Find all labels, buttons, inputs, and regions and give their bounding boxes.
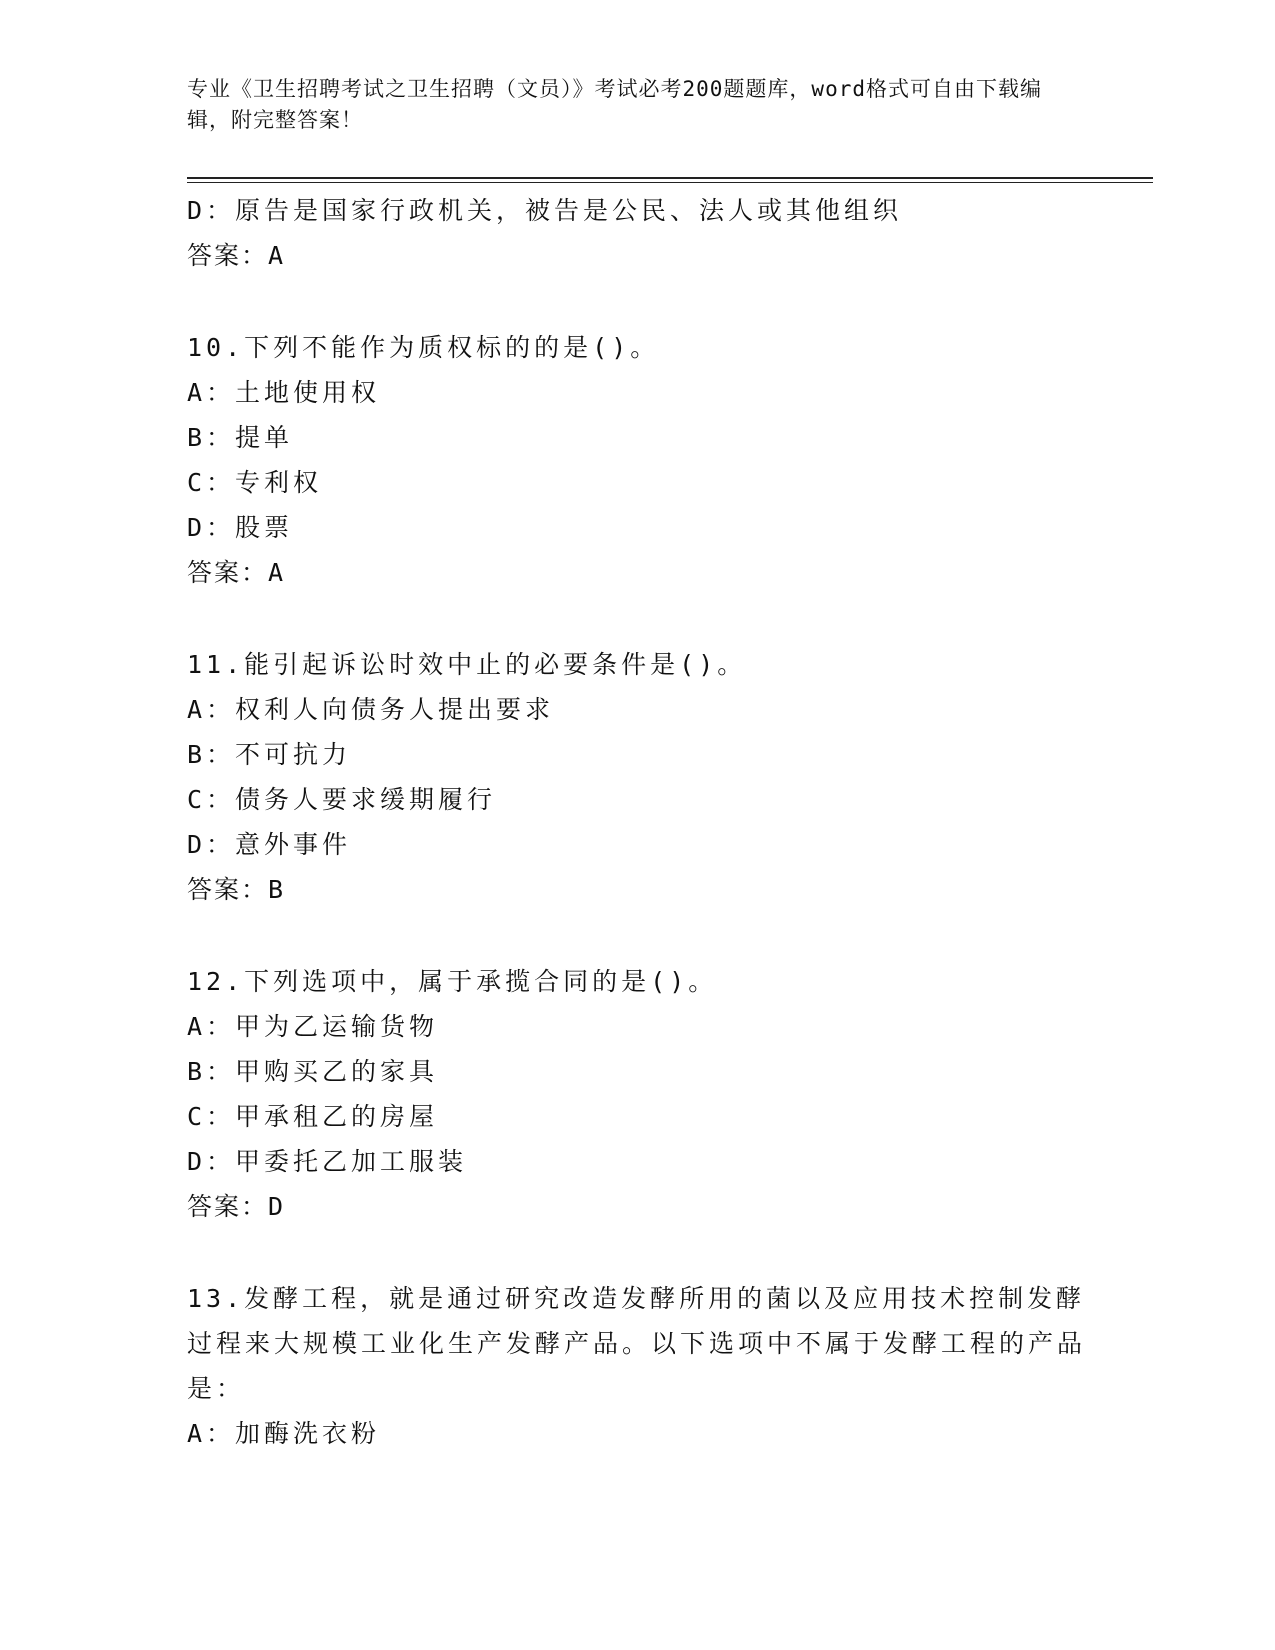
question-12-stem: 12.下列选项中，属于承揽合同的是()。: [187, 967, 718, 996]
option-d-carryover: D：原告是国家行政机关，被告是公民、法人或其他组织: [187, 196, 903, 225]
question-11-option-a: A：权利人向债务人提出要求: [187, 695, 555, 724]
question-10-answer: 答案：A: [187, 558, 286, 587]
question-11-option-b: B：不可抗力: [187, 740, 352, 769]
spacer: [187, 1229, 1087, 1276]
document-header: 专业《卫生招聘考试之卫生招聘（文员）》考试必考200题题库，word格式可自由下载编辑，附完整答案！: [187, 77, 1042, 132]
question-10-option-d: D：股票: [187, 513, 294, 542]
spacer: [187, 912, 1087, 959]
question-11-option-c: C：债务人要求缓期履行: [187, 785, 497, 814]
header-rule-thick: [187, 177, 1153, 179]
question-11-answer: 答案：B: [187, 875, 286, 904]
spacer: [187, 595, 1087, 642]
question-11-stem: 11.能引起诉讼时效中止的必要条件是()。: [187, 650, 747, 679]
question-13-option-a: A：加酶洗衣粉: [187, 1419, 381, 1448]
question-10-stem: 10.下列不能作为质权标的的是()。: [187, 333, 660, 362]
question-12-option-a: A：甲为乙运输货物: [187, 1012, 439, 1041]
question-11-option-d: D：意外事件: [187, 830, 352, 859]
answer-carryover: 答案：A: [187, 241, 286, 270]
question-12-option-d: D：甲委托乙加工服装: [187, 1147, 468, 1176]
header-rule-thin: [187, 182, 1153, 183]
question-12-option-c: C：甲承租乙的房屋: [187, 1102, 439, 1131]
question-10-option-c: C：专利权: [187, 468, 323, 497]
question-12-answer: 答案：D: [187, 1192, 286, 1221]
question-13-stem: 13.发酵工程，就是通过研究改造发酵所用的菌以及应用技术控制发酵过程来大规模工业化生产发酵产品。以下选项中不属于发酵工程的产品是：: [187, 1284, 1087, 1403]
spacer: [187, 278, 1087, 325]
question-10-option-a: A：土地使用权: [187, 378, 381, 407]
question-12-option-b: B：甲购买乙的家具: [187, 1057, 439, 1086]
question-10-option-b: B：提单: [187, 423, 294, 452]
question-content: [187, 188, 1087, 1456]
